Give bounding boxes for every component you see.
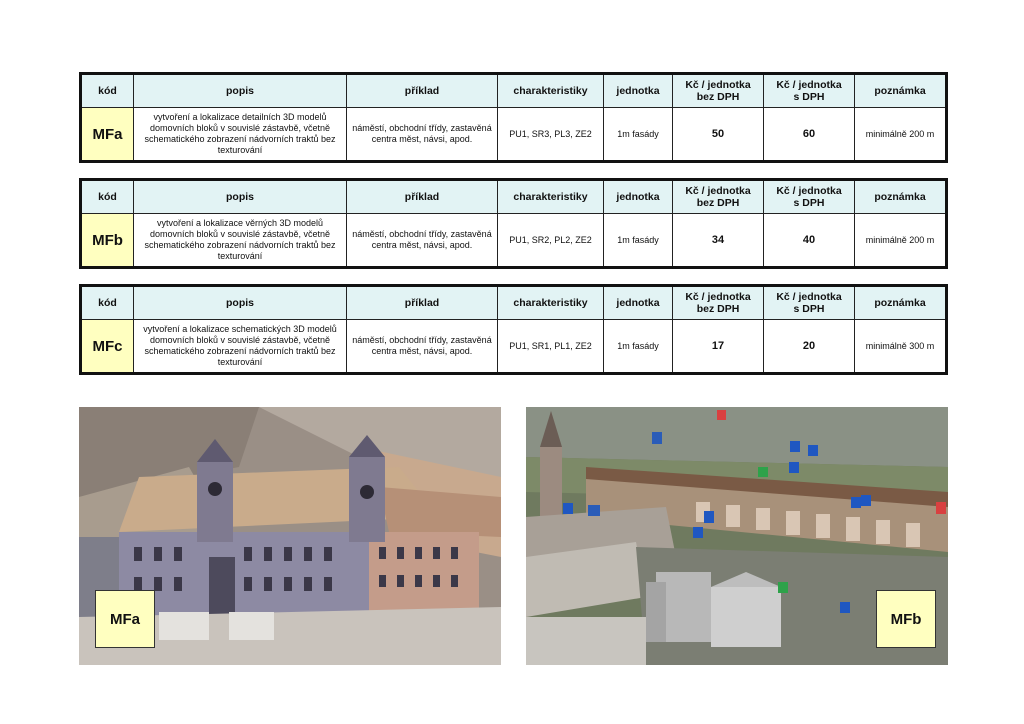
row-priklad: náměstí, obchodní třídy, zastavěná centra měst, návsi, apod.	[347, 214, 498, 268]
header-priklad: příklad	[347, 74, 498, 108]
table-mfa	[79, 72, 948, 163]
row-jednotka: 1m fasády	[604, 214, 673, 268]
table-header-row	[81, 74, 947, 108]
image-label-mfa: MFa	[95, 590, 155, 648]
header-price-s-dph: Kč / jednotka s DPH	[764, 180, 855, 214]
row-poznamka: minimálně 300 m	[855, 320, 947, 374]
row-price-bez-dph: 34	[673, 214, 764, 268]
header-kod: kód	[81, 180, 134, 214]
row-popis: vytvoření a lokalizace věrných 3D modelů domovních bloků v souvislé zástavbě, včetně schematického zobrazení nádvorních traktů bez texturování	[134, 214, 347, 268]
row-charakteristiky: PU1, SR1, PL1, ZE2	[498, 320, 604, 374]
header-poznamka: poznámka	[855, 286, 947, 320]
header-price-s-dph: Kč / jednotka s DPH	[764, 74, 855, 108]
header-priklad: příklad	[347, 180, 498, 214]
header-charakteristiky: charakteristiky	[498, 180, 604, 214]
row-priklad: náměstí, obchodní třídy, zastavěná centra měst, návsi, apod.	[347, 320, 498, 374]
header-popis: popis	[134, 74, 347, 108]
table-header-row	[81, 286, 947, 320]
row-code: MFb	[81, 214, 134, 268]
row-price-s-dph: 20	[764, 320, 855, 374]
header-kod: kód	[81, 74, 134, 108]
table-row	[81, 214, 947, 268]
header-popis: popis	[134, 180, 347, 214]
header-price-bez-dph: Kč / jednotka bez DPH	[673, 74, 764, 108]
row-jednotka: 1m fasády	[604, 108, 673, 162]
row-charakteristiky: PU1, SR3, PL3, ZE2	[498, 108, 604, 162]
row-price-s-dph: 40	[764, 214, 855, 268]
row-price-bez-dph: 17	[673, 320, 764, 374]
header-popis: popis	[134, 286, 347, 320]
header-jednotka: jednotka	[604, 74, 673, 108]
row-popis: vytvoření a lokalizace schematických 3D modelů domovních bloků v souvislé zástavbě, včetně schematického zobrazení nádvorních traktů bez texturování	[134, 320, 347, 374]
image-label-mfb: MFb	[876, 590, 936, 648]
header-poznamka: poznámka	[855, 74, 947, 108]
table-row	[81, 320, 947, 374]
header-charakteristiky: charakteristiky	[498, 74, 604, 108]
header-jednotka: jednotka	[604, 180, 673, 214]
row-price-s-dph: 60	[764, 108, 855, 162]
header-price-s-dph: Kč / jednotka s DPH	[764, 286, 855, 320]
table-header-row	[81, 180, 947, 214]
row-poznamka: minimálně 200 m	[855, 108, 947, 162]
header-jednotka: jednotka	[604, 286, 673, 320]
header-priklad: příklad	[347, 286, 498, 320]
row-priklad: náměstí, obchodní třídy, zastavěná centra měst, návsi, apod.	[347, 108, 498, 162]
table-mfb	[79, 178, 948, 269]
row-poznamka: minimálně 200 m	[855, 214, 947, 268]
row-code: MFa	[81, 108, 134, 162]
header-charakteristiky: charakteristiky	[498, 286, 604, 320]
header-poznamka: poznámka	[855, 180, 947, 214]
row-popis: vytvoření a lokalizace detailních 3D modelů domovních bloků v souvislé zástavbě, včetně schematického zobrazení nádvorních traktů bez texturování	[134, 108, 347, 162]
header-price-bez-dph: Kč / jednotka bez DPH	[673, 286, 764, 320]
row-charakteristiky: PU1, SR2, PL2, ZE2	[498, 214, 604, 268]
table-mfc	[79, 284, 948, 375]
image-mfb-3d-model	[526, 407, 948, 665]
row-code: MFc	[81, 320, 134, 374]
row-jednotka: 1m fasády	[604, 320, 673, 374]
image-mfa-3d-model	[79, 407, 501, 665]
header-kod: kód	[81, 286, 134, 320]
table-row	[81, 108, 947, 162]
row-price-bez-dph: 50	[673, 108, 764, 162]
header-price-bez-dph: Kč / jednotka bez DPH	[673, 180, 764, 214]
